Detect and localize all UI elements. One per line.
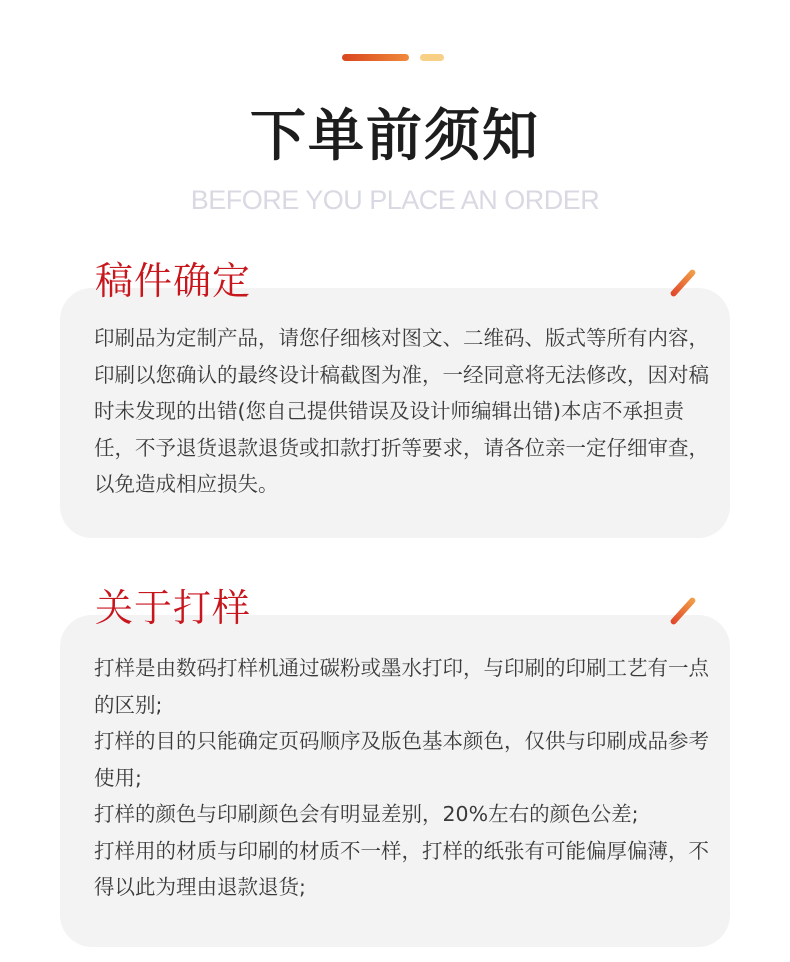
section-paragraph: 打样的颜色与印刷颜色会有明显差别，20%左右的颜色公差; <box>94 802 639 826</box>
title-decoration-bar-long <box>342 54 409 61</box>
title-decoration-bar-short <box>420 54 444 61</box>
section-body-proofing <box>94 650 718 906</box>
section-paragraph: 打样用的材质与印刷的材质不一样，打样的纸张有可能偏厚偏薄，不得以此为理由退款退货; <box>94 838 709 899</box>
section-body-manuscript <box>94 320 718 503</box>
page-title: 下单前须知 <box>250 104 540 169</box>
page-subtitle: BEFORE YOU PLACE AN ORDER <box>190 185 600 215</box>
section-title-manuscript: 稿件确定 <box>95 259 252 303</box>
section-paragraph: 打样是由数码打样机通过碳粉或墨水打印，与印刷的印刷工艺有一点的区别; <box>94 656 709 717</box>
section-paragraph: 印刷品为定制产品，请您仔细核对图文、二维码、版式等所有内容，印刷以您确认的最终设计稿截图为准，一经同意将无法修改，因对稿时未发现的出错(您自己提供错误及设计师编辑出错)本店不承担责任，不予退货退款退货或扣款打折等要求，请各位亲一定仔细审查，以免造成相应损失。 <box>94 326 709 496</box>
section-title-proofing: 关于打样 <box>95 586 252 630</box>
section-paragraph: 打样的目的只能确定页码顺序及版色基本颜色，仅供与印刷成品参考使用; <box>94 729 709 790</box>
